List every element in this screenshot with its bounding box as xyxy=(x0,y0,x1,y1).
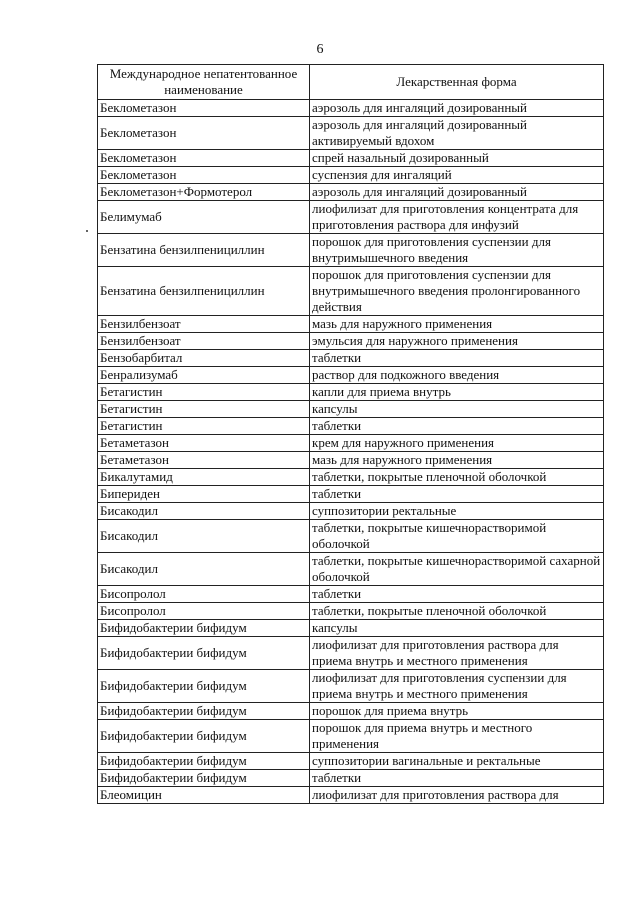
table-row xyxy=(98,350,604,367)
dosage-form-cell: таблетки xyxy=(310,586,604,603)
inn-cell: Беклометазон xyxy=(98,100,310,117)
inn-cell: Бетаметазон xyxy=(98,435,310,452)
dosage-form-cell: порошок для приема внутрь xyxy=(310,703,604,720)
dosage-form-cell: лиофилизат для приготовления раствора для xyxy=(310,787,604,804)
inn-cell: Белимумаб xyxy=(98,201,310,234)
inn-cell: Бетаметазон xyxy=(98,452,310,469)
table-row xyxy=(98,401,604,418)
table-row xyxy=(98,452,604,469)
inn-cell: Бипериден xyxy=(98,486,310,503)
table-row xyxy=(98,201,604,234)
dosage-form-cell: мазь для наружного применения xyxy=(310,452,604,469)
dosage-form-cell: лиофилизат для приготовления концентрата для приготовления раствора для инфузий xyxy=(310,201,604,234)
table-row xyxy=(98,150,604,167)
table-row xyxy=(98,720,604,753)
dosage-form-cell: капсулы xyxy=(310,401,604,418)
inn-cell: Бифидобактерии бифидум xyxy=(98,670,310,703)
dosage-form-cell: аэрозоль для ингаляций дозированный активируемый вдохом xyxy=(310,117,604,150)
header-inn: Международное непатентованное наименование xyxy=(98,65,310,100)
table-header-row xyxy=(98,65,604,100)
inn-cell: Бензатина бензилпенициллин xyxy=(98,267,310,316)
table-row xyxy=(98,117,604,150)
table-row xyxy=(98,316,604,333)
table-row xyxy=(98,503,604,520)
dosage-form-cell: суппозитории ректальные xyxy=(310,503,604,520)
inn-cell: Бисопролол xyxy=(98,603,310,620)
inn-cell: Бифидобактерии бифидум xyxy=(98,620,310,637)
inn-cell: Бисопролол xyxy=(98,586,310,603)
table-row xyxy=(98,753,604,770)
table-row xyxy=(98,333,604,350)
inn-cell: Бетагистин xyxy=(98,384,310,401)
inn-cell: Беклометазон xyxy=(98,167,310,184)
inn-cell: Беклометазон xyxy=(98,117,310,150)
dosage-form-cell: лиофилизат для приготовления раствора для приема внутрь и местного применения xyxy=(310,637,604,670)
header-form: Лекарственная форма xyxy=(310,65,604,100)
inn-cell: Бифидобактерии бифидум xyxy=(98,770,310,787)
inn-cell: Беклометазон+Формотерол xyxy=(98,184,310,201)
dosage-form-cell: таблетки, покрытые пленочной оболочкой xyxy=(310,603,604,620)
dosage-form-cell: капли для приема внутрь xyxy=(310,384,604,401)
inn-cell: Бензатина бензилпенициллин xyxy=(98,234,310,267)
dosage-form-cell: таблетки xyxy=(310,770,604,787)
table-row xyxy=(98,603,604,620)
inn-cell: Бикалутамид xyxy=(98,469,310,486)
inn-cell: Бисакодил xyxy=(98,553,310,586)
dosage-form-cell: раствор для подкожного введения xyxy=(310,367,604,384)
inn-cell: Бенрализумаб xyxy=(98,367,310,384)
table-row xyxy=(98,520,604,553)
dosage-form-cell: таблетки, покрытые кишечнорастворимой оболочкой xyxy=(310,520,604,553)
scan-dot xyxy=(86,230,88,232)
table-row xyxy=(98,637,604,670)
inn-cell: Бифидобактерии бифидум xyxy=(98,703,310,720)
dosage-form-cell: аэрозоль для ингаляций дозированный xyxy=(310,184,604,201)
dosage-form-cell: суспензия для ингаляций xyxy=(310,167,604,184)
table-row xyxy=(98,384,604,401)
table-row xyxy=(98,267,604,316)
inn-cell: Блеомицин xyxy=(98,787,310,804)
dosage-form-cell: таблетки xyxy=(310,486,604,503)
table-row xyxy=(98,469,604,486)
table-row xyxy=(98,770,604,787)
drug-table xyxy=(97,64,604,804)
dosage-form-cell: таблетки, покрытые пленочной оболочкой xyxy=(310,469,604,486)
table-row xyxy=(98,586,604,603)
dosage-form-cell: спрей назальный дозированный xyxy=(310,150,604,167)
dosage-form-cell: мазь для наружного применения xyxy=(310,316,604,333)
inn-cell: Бензилбензоат xyxy=(98,333,310,350)
dosage-form-cell: порошок для приготовления суспензии для внутримышечного введения пролонгированного действия xyxy=(310,267,604,316)
table-row xyxy=(98,234,604,267)
inn-cell: Бетагистин xyxy=(98,418,310,435)
page-number: 6 xyxy=(316,42,324,57)
dosage-form-cell: таблетки, покрытые кишечнорастворимой сахарной оболочкой xyxy=(310,553,604,586)
dosage-form-cell: таблетки xyxy=(310,418,604,435)
inn-cell: Бифидобактерии бифидум xyxy=(98,720,310,753)
dosage-form-cell: капсулы xyxy=(310,620,604,637)
table-row xyxy=(98,787,604,804)
inn-cell: Бифидобактерии бифидум xyxy=(98,753,310,770)
dosage-form-cell: крем для наружного применения xyxy=(310,435,604,452)
inn-cell: Беклометазон xyxy=(98,150,310,167)
table-row xyxy=(98,418,604,435)
dosage-form-cell: эмульсия для наружного применения xyxy=(310,333,604,350)
table-row xyxy=(98,670,604,703)
table-body xyxy=(98,100,604,804)
dosage-form-cell: аэрозоль для ингаляций дозированный xyxy=(310,100,604,117)
table-row xyxy=(98,486,604,503)
inn-cell: Бифидобактерии бифидум xyxy=(98,637,310,670)
table-row xyxy=(98,100,604,117)
table-row xyxy=(98,553,604,586)
table-row xyxy=(98,620,604,637)
inn-cell: Бензобарбитал xyxy=(98,350,310,367)
table-row xyxy=(98,184,604,201)
table-row xyxy=(98,367,604,384)
dosage-form-cell: порошок для приема внутрь и местного применения xyxy=(310,720,604,753)
dosage-form-cell: таблетки xyxy=(310,350,604,367)
table-row xyxy=(98,703,604,720)
inn-cell: Бетагистин xyxy=(98,401,310,418)
table-row xyxy=(98,435,604,452)
inn-cell: Бензилбензоат xyxy=(98,316,310,333)
dosage-form-cell: порошок для приготовления суспензии для внутримышечного введения xyxy=(310,234,604,267)
inn-cell: Бисакодил xyxy=(98,520,310,553)
inn-cell: Бисакодил xyxy=(98,503,310,520)
dosage-form-cell: суппозитории вагинальные и ректальные xyxy=(310,753,604,770)
table-row xyxy=(98,167,604,184)
dosage-form-cell: лиофилизат для приготовления суспензии для приема внутрь и местного применения xyxy=(310,670,604,703)
